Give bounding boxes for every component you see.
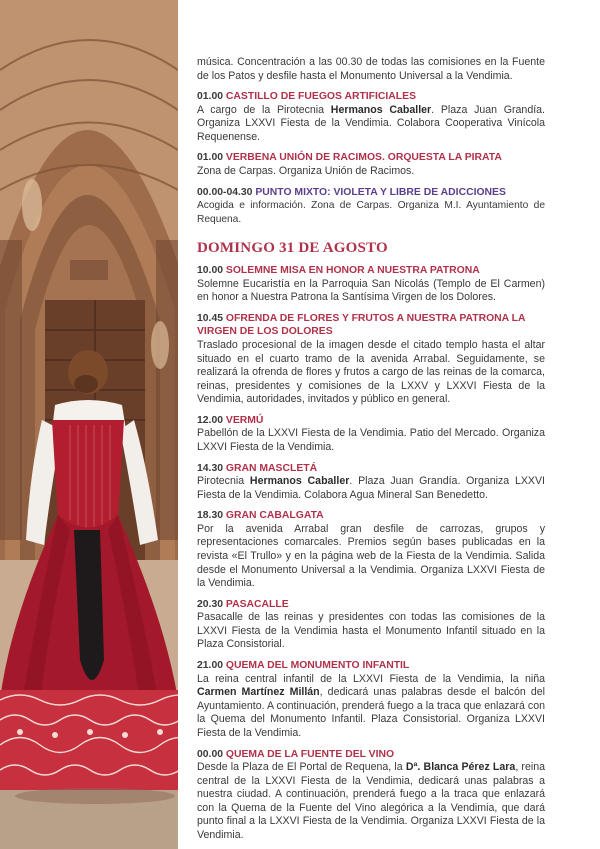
- event-title: PUNTO MIXTO: VIOLETA Y LIBRE DE ADICCIONES: [255, 186, 506, 198]
- event-title: OFRENDA DE FLORES Y FRUTOS A NUESTRA PATRONA LA VIRGEN DE LOS DOLORES: [197, 312, 526, 338]
- event-description: Pabellón de la LXXVI Fiesta de la Vendimia. Patio del Mercado. Organiza LXXVI Fiesta de la Vendimia.: [197, 427, 545, 453]
- event-time: 01.00: [197, 91, 224, 103]
- event-description: Pasacalle de las reinas y presidentes con todas las comisiones de la LXXVI Fiesta de la Vendimia hasta el Monumento Infantil situado en la Plaza Consistorial.: [197, 611, 545, 651]
- event-time: 00.00-04.30: [197, 186, 253, 198]
- event-title: GRAN CABALGATA: [225, 510, 324, 522]
- event-title: GRAN MASCLETÁ: [225, 462, 318, 474]
- event-time: 00.00: [197, 748, 224, 760]
- event-time: 10.45: [197, 312, 224, 324]
- event-title: VERMÚ: [225, 414, 264, 426]
- event-item: [197, 659, 545, 740]
- event-time: 20.30: [197, 598, 224, 610]
- intro-paragraph: música. Concentración a las 00.30 de todas las comisiones en la Fuente de los Patos y desfile hasta el Monumento Universal a la Vendimia.: [197, 56, 545, 82]
- event-item: [197, 264, 545, 305]
- event-description: Por la avenida Arrabal gran desfile de carrozas, grupos y representaciones comarcales. Premios según bases publicadas en la revista «El Trullo» y en la página web de la Fiesta de la Vendimia. Salida desde el Monumento Universal a la Vendimia. Organiza LXXVI Fiesta de la Vendimia.: [197, 522, 545, 590]
- event-title: QUEMA DEL MONUMENTO INFANTIL: [225, 660, 410, 672]
- event-item: [197, 90, 545, 144]
- event-time: 12.00: [197, 414, 224, 426]
- event-title: CASTILLO DE FUEGOS ARTIFICIALES: [225, 91, 417, 103]
- event-description: La reina central infantil de la LXXVI Fiesta de la Vendimia, la niña Carmen Martínez Millán, dedicará unas palabras desde el balcón del Ayuntamiento. A continuación, prenderá fuego a la traca que enlazará con la Quema del Monumento Infantil. Plaza Consistorial. Organiza LXXVI Fiesta de la Vendimia.: [197, 672, 545, 739]
- event-title: PASACALLE: [225, 598, 289, 610]
- gothic-portal-and-dress-illustration: [0, 0, 178, 849]
- event-item: [197, 151, 545, 178]
- event-description: A cargo de la Pirotecnia Hermanos Caballer. Plaza Juan Grandía. Organiza LXXVI Fiesta de la Vendimia. Colabora Cooperativa Vinícola Requenense.: [197, 103, 545, 143]
- day-heading: DOMINGO 31 DE AGOSTO: [197, 240, 388, 257]
- program-content: [197, 56, 545, 843]
- event-time: 21.00: [197, 660, 224, 672]
- event-time: 01.00: [197, 152, 224, 164]
- event-description: Solemne Eucaristía en la Parroquia San Nicolás (Templo de El Carmen) en honor a Nuestra Patrona la Santísima Virgen de los Dolores.: [197, 277, 545, 304]
- event-item: [197, 462, 545, 503]
- event-description: Desde la Plaza de El Portal de Requena, la Dª. Blanca Pérez Lara, reina central de la LXXVI Fiesta de la Vendimia, dedicará unas palabras a nuestra ciudad. A continuación, prenderá fuego a la traca que enlazará con la Quema de la Fuente del Vino alegórica a la Vendimia, que dará punto final a la LXXVI Fiesta de la Vendimia. Organiza LXXVI Fiesta de la Vendimia.: [197, 761, 545, 841]
- event-item: [197, 509, 545, 590]
- event-item: [197, 414, 545, 455]
- event-time: 14.30: [197, 462, 224, 474]
- event-time: 10.00: [197, 265, 224, 277]
- event-description: Zona de Carpas. Organiza Unión de Racimos.: [197, 164, 415, 177]
- event-title: QUEMA DE LA FUENTE DEL VINO: [225, 748, 395, 760]
- event-item: [197, 186, 545, 227]
- event-item: [197, 598, 545, 652]
- event-time: 18.30: [197, 510, 224, 522]
- event-description: Pirotecnia Hermanos Caballer. Plaza Juan Grandía. Organiza LXXVI Fiesta de la Vendimia. Colabora Agua Mineral San Benedetto.: [197, 475, 546, 501]
- event-item: [197, 312, 545, 407]
- event-item: [197, 748, 545, 843]
- cover-photo: [0, 0, 178, 849]
- event-description: Acogida e información. Zona de Carpas. Organiza M.I. Ayuntamiento de Requena.: [197, 200, 545, 225]
- event-title: SOLEMNE MISA EN HONOR A NUESTRA PATRONA: [225, 265, 480, 277]
- event-title: VERBENA UNIÓN DE RACIMOS. ORQUESTA LA PIRATA: [225, 152, 502, 164]
- event-description: Traslado procesional de la imagen desde el citado templo hasta el altar situado en el cuarto tramo de la avenida Arrabal. Seguidamente, se realizará la ofrenda de flores y frutos a cargo de las reinas de la comarca, reinas, presidentes y comisiones de la LXXV y LXXVI Fiesta de la Vendimia, autoridades, invitados y público en general.: [197, 338, 545, 406]
